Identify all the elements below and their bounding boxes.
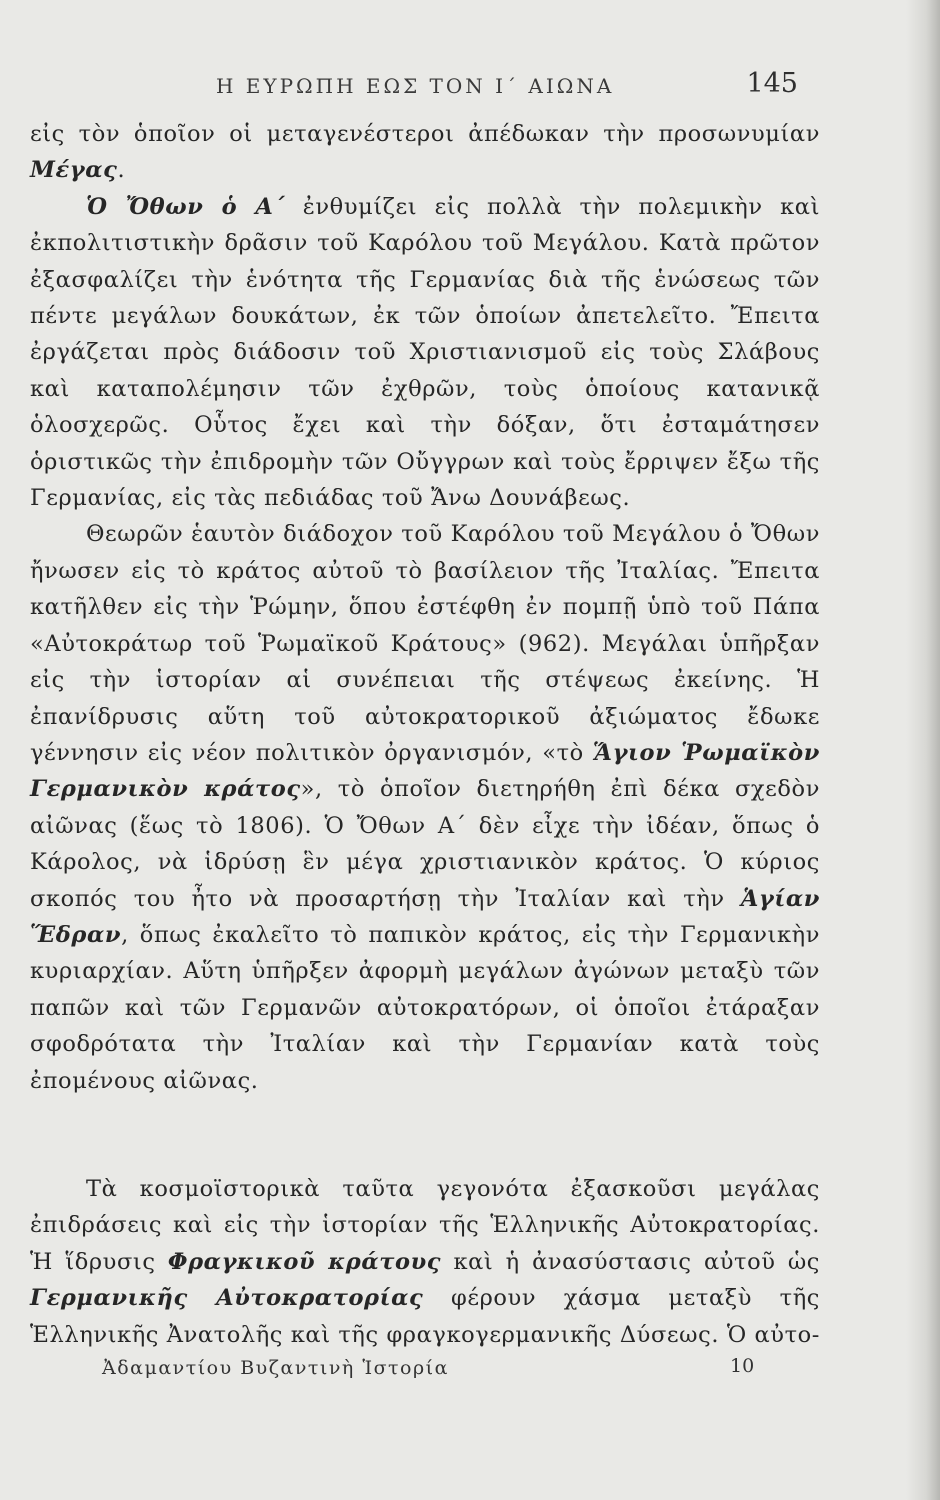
paragraph-text: ἐνθυμίζει εἰς πολλὰ τὴν πολεμικὴν καὶ ἐκπολιτιστικὴν δρᾶσιν τοῦ Καρόλου τοῦ Μεγάλου. Κατὰ πρῶτον ἐξασφαλίζει τὴν ἑνότητα τῆς Γερμανίας διὰ τῆς ἑνώσεως τῶν πέντε μεγάλων δουκάτων, ἐκ τῶν ὁποίων ἀπετελεῖτο. Ἔπειτα ἐργάζεται πρὸς διάδοσιν τοῦ Χριστιανισμοῦ εἰς τοὺς Σλάβους καὶ καταπολέμησιν τῶν ἐχθρῶν, τοὺς ὁποίους κατανικᾷ ὁλοσχερῶς. Οὗτος ἔχει καὶ τὴν δόξαν, ὅτι ἐσταμάτησεν ὁριστικῶς τὴν ἐπιδρομὴν τῶν Οὔγγρων καὶ τοὺς ἔρριψεν ἔξω τῆς Γερμανίας, εἰς τὰς πεδιάδας τοῦ Ἄνω Δουνάβεως. — [30, 193, 820, 512]
paragraph-continuation — [30, 116, 820, 189]
running-title: Η ΕΥΡΩΠΗ ΕΩΣ ΤΟΝ Ι΄ ΑΙΩΝΑ — [216, 74, 615, 98]
emphasis-text: Μέγας — [30, 157, 118, 184]
emphasis-text: Ἅγιον Ῥωμαϊκὸν Γερμανικὸν κράτος — [30, 739, 820, 803]
page-footer — [30, 1353, 820, 1389]
emphasis-text: Φραγκικοῦ κράτους — [167, 1248, 442, 1275]
page-header — [30, 68, 820, 116]
page-number: 145 — [746, 68, 798, 99]
paragraph-text: . — [117, 157, 126, 184]
paragraph-text: καὶ ἡ ἀνασύστασις αὐτοῦ ὡς — [441, 1248, 820, 1275]
paragraph-text: , ὅπως ἐκαλεῖτο τὸ παπικὸν κράτος, εἰς τὴν Γερμανικὴν κυριαρχίαν. Αὕτη ὑπῆρξεν ἀφορμὴ μεγάλων ἀγώνων μεταξὺ τῶν παπῶν καὶ τῶν Γερμανῶν αὐτοκρατόρων, οἱ ὁποῖοι ἐτάραξαν σφοδρότατα τὴν Ἰταλίαν καὶ τὴν Γερμανίαν κατὰ τοὺς ἐπομένους αἰῶνας. — [30, 921, 820, 1094]
paragraph-text: », τὸ ὁποῖον διετηρήθη ἐπὶ δέκα σχεδὸν αἰῶνας (ἕως τὸ 1806). Ὁ Ὄθων Α΄ δὲν εἶχε τὴν ἰδέαν, ὅπως ὁ Κάρολος, νὰ ἱδρύσῃ ἓν μέγα χριστιανικὸν κράτος. Ὁ κύριος σκοπός του ἦτο νὰ προσαρτήσῃ τὴν Ἰταλίαν καὶ τὴν — [30, 776, 820, 912]
paragraph-coronation — [30, 516, 820, 1099]
paragraph-text: φέρουν χάσμα μεταξὺ τῆς Ἑλληνικῆς Ἀνατολῆς καὶ τῆς φραγκογερμανικῆς Δύσεως. Ὁ αὐτο- — [30, 1285, 820, 1348]
page-text-block — [30, 68, 820, 1389]
signature-number: 10 — [730, 1355, 755, 1377]
paragraph-influences — [30, 1171, 820, 1353]
section-gap — [30, 1099, 820, 1171]
emphasis-text: Γερμανικῆς Αὐτοκρατορίας — [30, 1285, 424, 1312]
emphasis-text: Ὁ Ὄθων ὁ Α΄ — [86, 193, 286, 220]
paragraph-text: Θεωρῶν ἑαυτὸν διάδοχον τοῦ Καρόλου τοῦ Μεγάλου ὁ Ὄθων ἤνωσεν εἰς τὸ κράτος αὐτοῦ τὸ βασίλειον τῆς Ἰταλίας. Ἔπειτα κατῆλθεν εἰς τὴν Ῥώμην, ὅπου ἐστέφθη ἐν πομπῇ ὑπὸ τοῦ Πάπα «Αὐτοκράτωρ τοῦ Ῥωμαϊκοῦ Κράτους» (962). Μεγάλαι ὑπῆρξαν εἰς τὴν ἱστορίαν αἱ συνέπειαι τῆς στέψεως ἐκείνης. Ἡ ἐπανίδρυσις αὕτη τοῦ αὐτοκρατορικοῦ ἀξιώματος ἔδωκε γέννησιν εἰς νέον πολιτικὸν ὀργανισμόν, «τὸ — [30, 521, 820, 766]
paragraph-text: εἰς τὸν ὁποῖον οἱ μεταγενέστεροι ἀπέδωκαν τὴν προσωνυμίαν — [30, 121, 820, 147]
paragraph-otto — [30, 189, 820, 517]
paragraph-text: Τὰ κοσμοϊστορικὰ ταῦτα γεγονότα ἐξασκοῦσι μεγάλας ἐπιδράσεις καὶ εἰς τὴν ἱστορίαν τῆς Ἑλληνικῆς Αὐτοκρατορίας. Ἡ ἵδρυσις — [30, 1175, 820, 1275]
signature-line: Ἀδαμαντίου Βυζαντινὴ Ἱστορία — [102, 1357, 449, 1379]
page-gutter-shadow — [906, 0, 940, 1500]
emphasis-text: Ἁγίαν Ἕδραν — [30, 885, 820, 948]
